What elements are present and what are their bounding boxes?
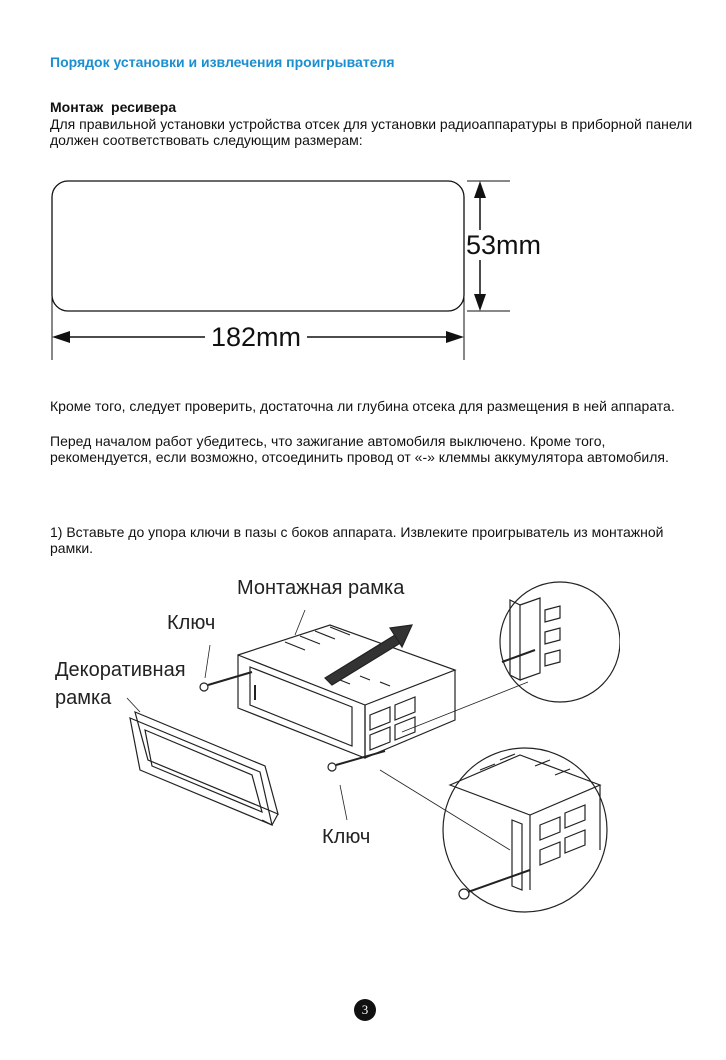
paragraph-depth-check: Кроме того, следует проверить, достаточна ли глубина отсека для размещения в ней аппарата. (50, 398, 675, 414)
arrow-left-icon (52, 331, 70, 343)
height-dimension-label: 53mm (466, 230, 542, 260)
paragraph-safety-note: Перед началом работ убедитесь, что зажигание автомобиля выключено. Кроме того, рекомендуется, если возможно, отсоединить провод от «-» клеммы аккумулятора автомобиля. (50, 433, 669, 465)
label-mount-frame: Монтажная рамка (237, 577, 405, 599)
label-decor-frame-line2: рамка (55, 687, 112, 709)
arrow-down-icon (474, 294, 486, 311)
detail-magnifier-bottom (443, 748, 607, 912)
paragraph-step-1: 1) Вставьте до упора ключи в пазы с боков аппарата. Извлеките проигрыватель из монтажной рамки. (50, 524, 664, 556)
width-dimension-label: 182mm (205, 322, 307, 352)
cutout-rectangle (52, 181, 464, 311)
label-decor-frame-line1: Декоративная (55, 659, 186, 681)
radio-chassis (238, 625, 455, 758)
key-top-icon (200, 672, 252, 691)
section-heading: Порядок установки и извлечения проигрывателя (50, 54, 395, 70)
arrow-up-icon (474, 181, 486, 198)
page-number: 3 (354, 999, 376, 1021)
key-bottom-icon (328, 751, 385, 771)
decorative-frame (130, 712, 278, 825)
label-key-top: Ключ (167, 612, 216, 634)
arrow-right-icon (446, 331, 464, 343)
label-key-bottom: Ключ (322, 826, 371, 848)
pull-out-arrow (325, 625, 412, 685)
detail-magnifier-top (500, 582, 620, 702)
subheading: Монтаж ресивера (50, 99, 177, 115)
paragraph-dimensions-intro: Для правильной установки устройства отсек для установки радиоаппаратуры в приборной панели должен соответствовать следующим размерам: (50, 116, 693, 148)
removal-illustration (40, 570, 620, 920)
